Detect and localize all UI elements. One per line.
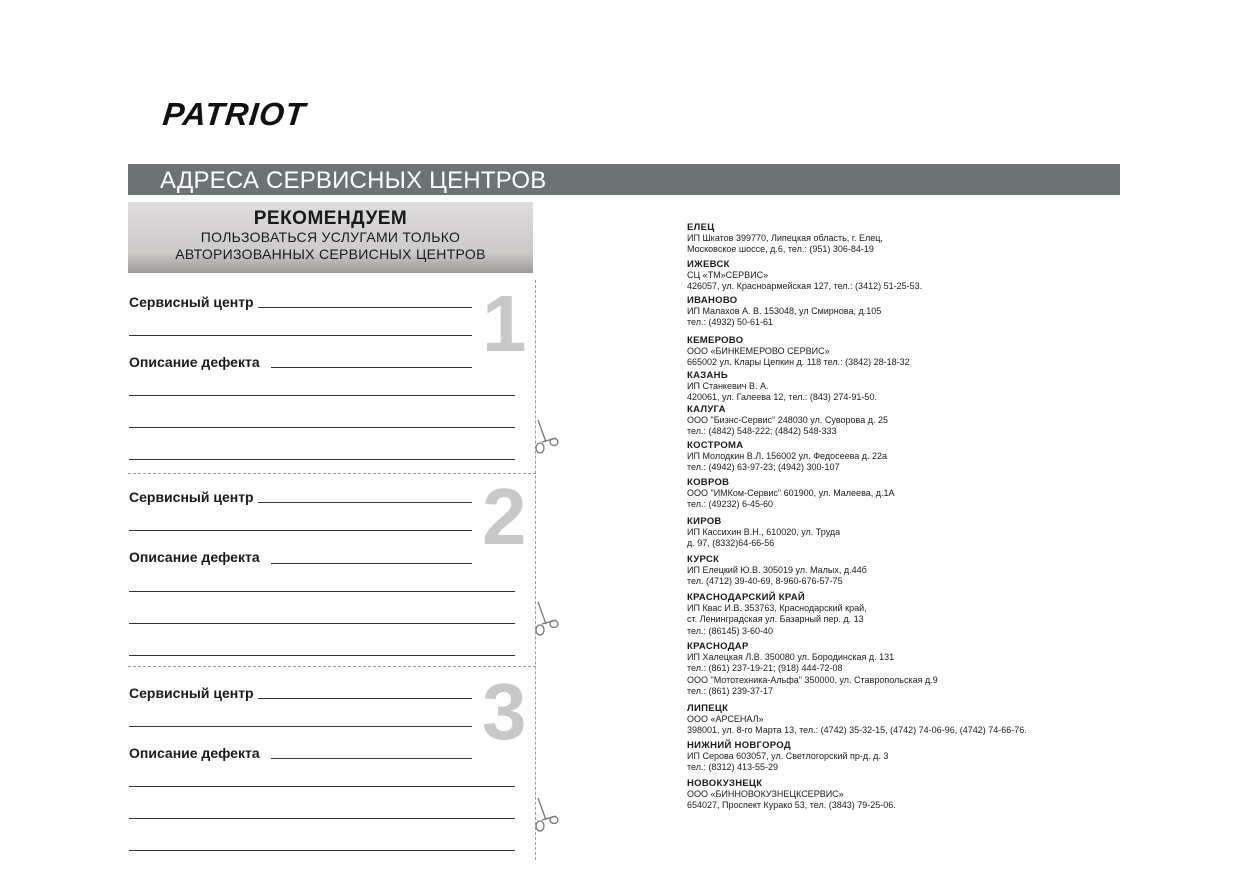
address-entry <box>687 477 895 511</box>
address-line: тел.: (4842) 548-222; (4842) 548-333 <box>687 426 837 437</box>
service-center-field-line-2[interactable] <box>129 530 472 531</box>
cut-line-horizontal <box>128 473 536 474</box>
service-center-label: Сервисный центр <box>129 294 254 310</box>
page-title-banner <box>128 164 1120 195</box>
address-entry <box>687 703 1027 737</box>
patriot-logo: PATRIOT <box>161 96 308 132</box>
scissors-icon <box>530 600 560 640</box>
city-name: КАЗАНЬ <box>687 370 728 381</box>
address-line: ООО «БИННОВОКУЗНЕЦКСЕРВИС» <box>687 789 844 800</box>
defect-field-line-4[interactable] <box>129 459 515 460</box>
city-name: КИРОВ <box>687 516 722 527</box>
city-name: КУРСК <box>687 554 720 565</box>
address-line: ст. Ленинградская ул. Базарный пер. д. 13 <box>687 614 864 625</box>
address-line: ИП Кассихин В.Н., 610020, ул. Труда <box>687 527 841 538</box>
address-line: ИП Елецкий Ю.В. 305019 ул. Малых, д.44б <box>687 565 867 576</box>
address-line: Московское шоссе, д.6, тел.: (951) 306-84-19 <box>687 244 874 255</box>
address-line: ООО "ИМКом-Сервис" 601900, ул. Малеева, д.1А <box>687 488 895 499</box>
defect-field[interactable] <box>271 563 472 564</box>
recommend-line-2: АВТОРИЗОВАННЫХ СЕРВИСНЫХ ЦЕНТРОВ <box>175 246 486 262</box>
address-entry <box>687 516 840 550</box>
city-name: КЕМЕРОВО <box>687 335 744 346</box>
service-center-field[interactable] <box>258 502 472 503</box>
address-entry <box>687 404 888 438</box>
cut-line-horizontal <box>128 666 536 667</box>
coupon-number: 3 <box>482 667 527 756</box>
address-entry <box>687 335 910 369</box>
address-entry <box>687 641 938 697</box>
address-line: 426057, ул. Красноармейская 127, тел.: (3412) 51-25-53. <box>687 281 923 292</box>
address-line: ИП Серова 603057, ул. Светлогорский пр-д. д. 3 <box>687 751 889 762</box>
defect-field[interactable] <box>271 758 472 759</box>
address-line: ИП Станкевич В. А. <box>687 381 769 392</box>
page-title: АДРЕСА СЕРВИСНЫХ ЦЕНТРОВ <box>160 167 547 194</box>
address-entry <box>687 259 922 293</box>
recommend-line-1: ПОЛЬЗОВАТЬСЯ УСЛУГАМИ ТОЛЬКО <box>200 229 461 245</box>
address-line: д. 97, (8332)64-66-56 <box>687 538 775 549</box>
service-center-field[interactable] <box>258 307 472 308</box>
defect-field-line-3[interactable] <box>129 427 515 428</box>
scissors-icon <box>530 418 560 458</box>
address-line: ООО «АРСЕНАЛ» <box>687 714 764 725</box>
city-name: ЛИПЕЦК <box>687 703 729 714</box>
defect-field-line-2[interactable] <box>129 395 515 396</box>
address-line: 420061, ул. Галеева 12, тел.: (843) 274-91-50. <box>687 392 877 403</box>
city-name: ИЖЕВСК <box>687 259 730 270</box>
recommendation-box <box>128 202 533 273</box>
address-line: ИП Молодкин В.Л. 156002 ул. Федосеева д. 22а <box>687 451 888 462</box>
address-line: 654027, Проспект Курако 53, тел. (3843) 79-25-06. <box>687 800 896 811</box>
defect-field-line-3[interactable] <box>129 818 515 819</box>
city-name: ЕЛЕЦ <box>687 222 715 233</box>
defect-field-line-2[interactable] <box>129 786 515 787</box>
address-line: СЦ «ТМ»СЕРВИС» <box>687 270 769 281</box>
address-line: ООО "Бизнс-Сервис" 248030 ул. Суворова д. 25 <box>687 415 888 426</box>
city-name: НОВОКУЗНЕЦК <box>687 778 763 789</box>
address-line: тел. (4712) 39-40-69, 8-960-676-57-75 <box>687 576 843 587</box>
cut-line-vertical <box>535 280 536 860</box>
defect-field-line-3[interactable] <box>129 623 515 624</box>
address-line: тел.: (86145) 3-60-40 <box>687 625 774 636</box>
address-line: 398001, ул. 8-го Марта 13, тел.: (4742) 35-32-15, (4742) 74-06-96, (4742) 74-66-76. <box>687 725 1027 736</box>
address-line: ИП Квас И.В. 353763, Краснодарский край, <box>687 603 867 614</box>
address-line: 665002 ул. Клары Цепкин д. 118 тел.: (3842) 28-18-32 <box>687 357 910 368</box>
defect-field-line-4[interactable] <box>129 850 515 851</box>
address-entry <box>687 295 881 329</box>
address-entry <box>687 222 883 256</box>
city-name: КОСТРОМА <box>687 440 744 451</box>
defect-label: Описание дефекта <box>129 549 260 565</box>
address-line: ИП Халецкая Л.В. 350080 ул. Бородинская д. 131 <box>687 652 895 663</box>
address-line: ООО "Мототехника-Альфа" 350000, ул. Ставропольская д.9 <box>687 674 938 685</box>
service-center-field-line-2[interactable] <box>129 335 472 336</box>
service-center-field[interactable] <box>258 698 472 699</box>
service-center-label: Сервисный центр <box>129 685 254 701</box>
defect-label: Описание дефекта <box>129 354 260 370</box>
coupon-number: 2 <box>482 472 527 561</box>
defect-field[interactable] <box>271 367 472 368</box>
defect-field-line-2[interactable] <box>129 591 515 592</box>
city-name: КАЛУГА <box>687 404 726 415</box>
address-line: тел.: (4932) 50-61-61 <box>687 317 774 328</box>
address-entry <box>687 778 896 812</box>
service-center-label: Сервисный центр <box>129 489 254 505</box>
city-name: КРАСНОДАРСКИЙ КРАЙ <box>687 592 805 603</box>
city-name: ИВАНОВО <box>687 295 738 306</box>
address-entry <box>687 554 867 588</box>
address-line: ООО «БИНКЕМЕРОВО СЕРВИС» <box>687 346 830 357</box>
city-name: КРАСНОДАР <box>687 641 749 652</box>
address-line: тел.: (861) 239-37-17 <box>687 685 774 696</box>
address-entry <box>687 370 877 404</box>
defect-label: Описание дефекта <box>129 745 260 761</box>
coupon-number: 1 <box>482 279 527 368</box>
address-line: тел.: (8312) 413-55-29 <box>687 762 779 773</box>
address-line: тел.: (861) 237-19-21; (918) 444-72-08 <box>687 663 843 674</box>
city-name: КОВРОВ <box>687 477 730 488</box>
service-center-field-line-2[interactable] <box>129 726 472 727</box>
recommend-heading: РЕКОМЕНДУЕМ <box>253 208 408 229</box>
address-line: тел.: (49232) 6-45-60 <box>687 499 774 510</box>
defect-field-line-4[interactable] <box>129 655 515 656</box>
address-line: ИП Шкатов 399770, Липецкая область, г. Елец, <box>687 233 883 244</box>
address-entry <box>687 440 887 474</box>
address-entry <box>687 592 867 637</box>
address-entry <box>687 740 888 774</box>
address-line: тел.: (4942) 63-97-23; (4942) 300-107 <box>687 462 840 473</box>
address-line: ИП Малахов А. В. 153048, ул Смирнова, д.105 <box>687 306 882 317</box>
scissors-icon <box>530 796 560 836</box>
city-name: НИЖНИЙ НОВГОРОД <box>687 740 791 751</box>
